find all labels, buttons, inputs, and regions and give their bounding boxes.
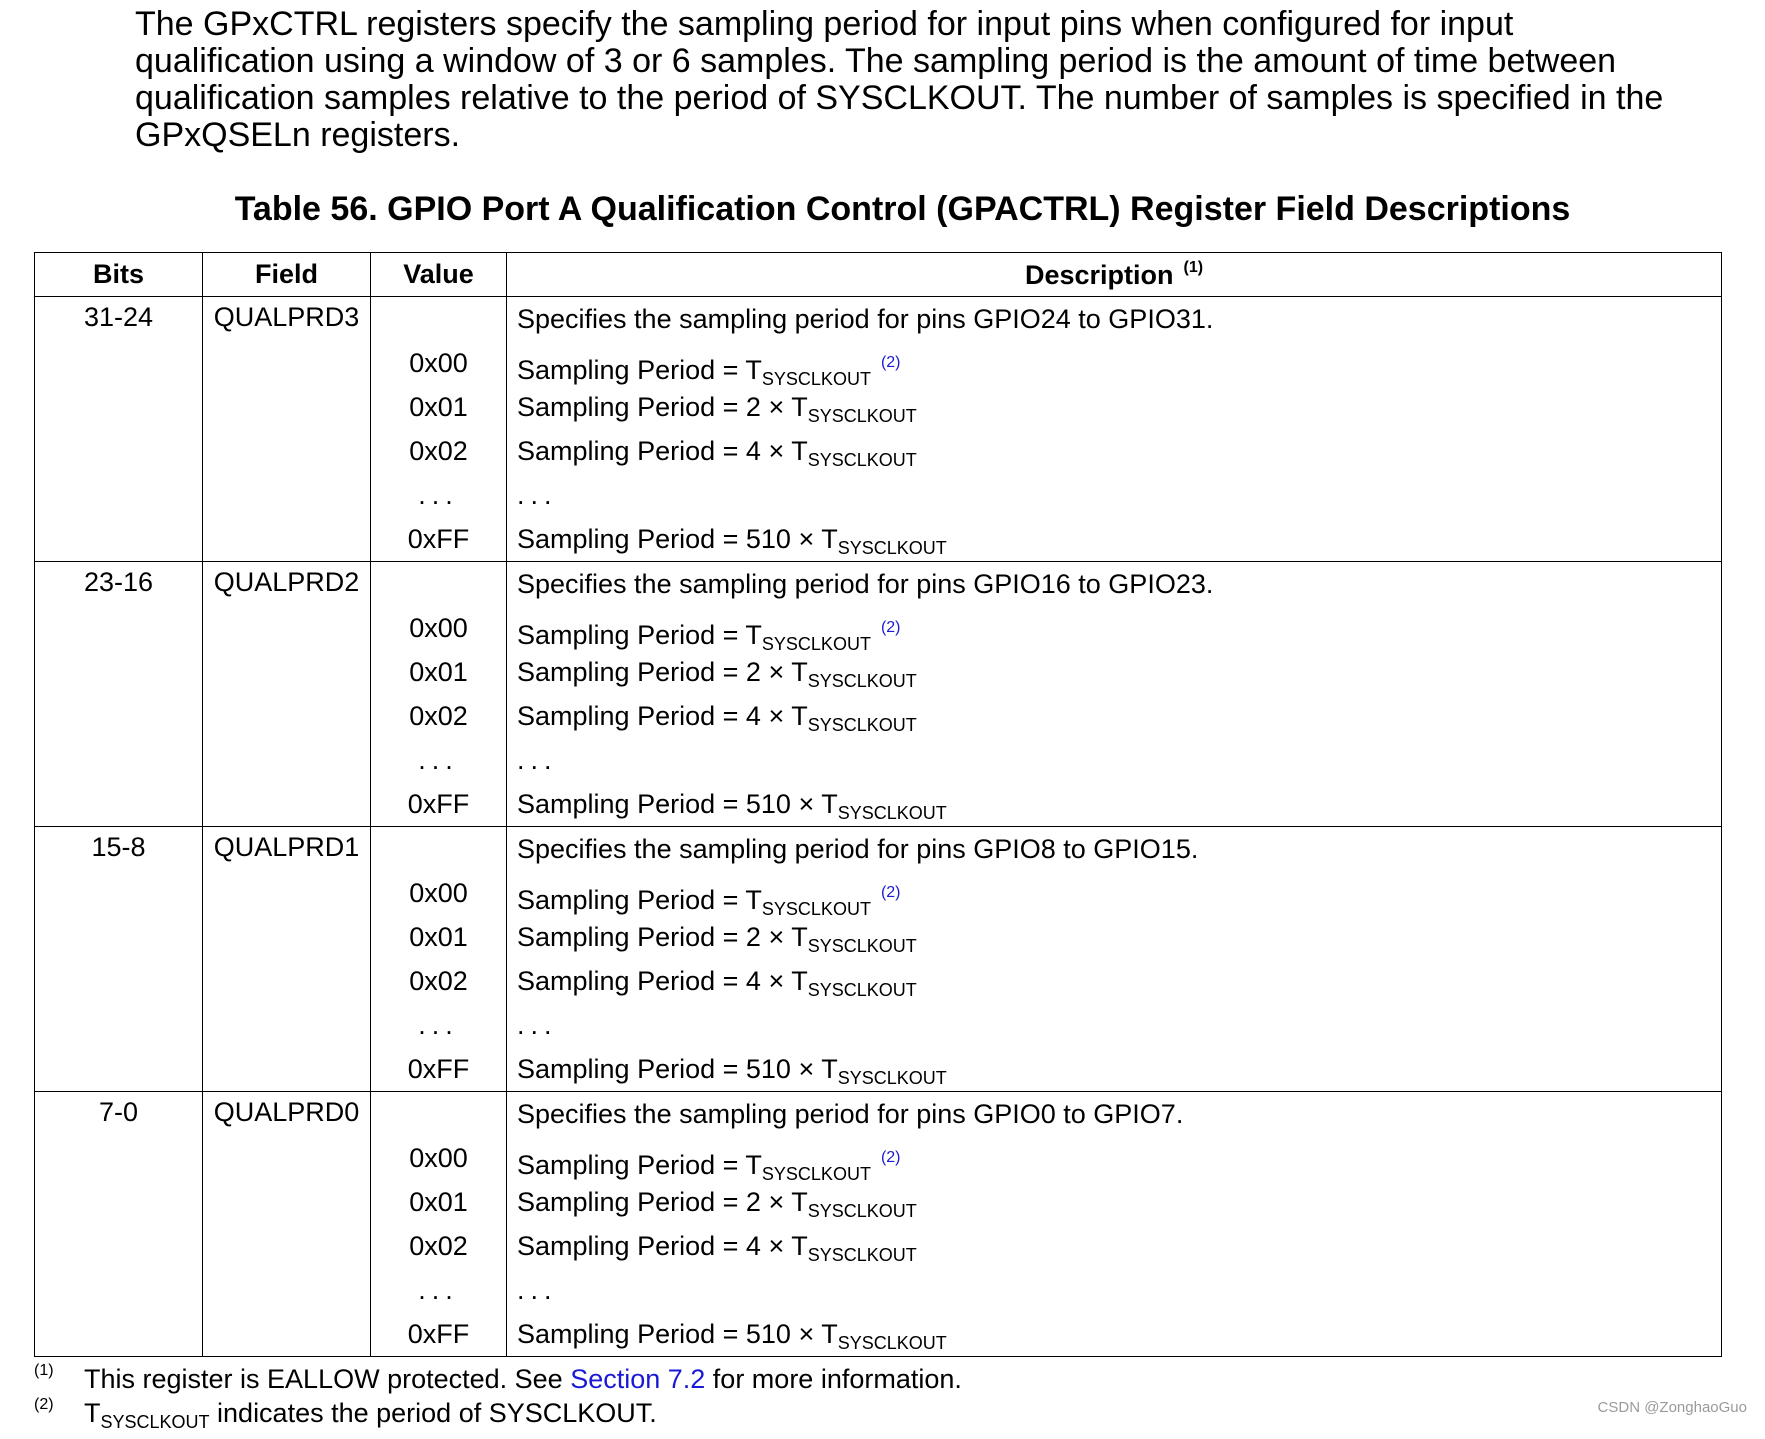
sampling-period-line (517, 1180, 1721, 1224)
sampling-period-line (517, 606, 1721, 654)
sampling-period-prefix: Sampling Period = (517, 701, 746, 731)
field-summary: Specifies the sampling period for pins GPIO0 to GPIO7. (517, 1099, 1184, 1129)
t-symbol: T (791, 392, 808, 422)
t-symbol: T (821, 789, 838, 819)
header-description (507, 253, 1722, 297)
footnote-2 (34, 1396, 1434, 1430)
field-summary: Specifies the sampling period for pins GPIO8 to GPIO15. (517, 834, 1199, 864)
value-code: 0x00 (409, 348, 468, 378)
value-code: ... (418, 1010, 459, 1040)
header-description-label: Description (1024, 259, 1174, 290)
t-subscript: SYSCLKOUT (837, 538, 947, 558)
header-bits: Bits (35, 253, 203, 297)
sampling-period-prefix: Sampling Period = (517, 1231, 746, 1261)
description-cell (507, 297, 1722, 562)
footnote-2-ref[interactable]: (2) (880, 884, 901, 901)
description-cell (507, 1092, 1722, 1357)
multiply-sign: × (768, 1187, 785, 1217)
t-symbol: T (791, 701, 808, 731)
sampling-period-prefix: Sampling Period = (517, 966, 746, 996)
footnote-1-text-after: for more information. (705, 1364, 962, 1394)
multiplier: 510 (745, 1054, 791, 1084)
sampling-period-line (517, 385, 1721, 429)
t-symbol: T (791, 436, 808, 466)
sampling-period-line (517, 341, 1721, 389)
footnote-2-text: indicates the period of SYSCLKOUT. (209, 1398, 657, 1428)
value-code: 0xFF (407, 789, 470, 819)
field-cell: QUALPRD2 (203, 562, 371, 827)
sampling-period-prefix: Sampling Period = (517, 355, 746, 385)
sampling-period-line (517, 871, 1721, 919)
table-row (35, 827, 1722, 1092)
sampling-period-prefix: Sampling Period = (517, 436, 746, 466)
sampling-period-line (517, 517, 1721, 561)
multiplier: 4 (745, 701, 761, 731)
value-code: 0x00 (409, 878, 468, 908)
t-subscript: SYSCLKOUT (837, 1333, 947, 1353)
t-symbol: T (745, 355, 762, 385)
sampling-period-prefix: Sampling Period = (517, 392, 746, 422)
value-code: 0x02 (409, 701, 468, 731)
t-subscript: SYSCLKOUT (761, 899, 871, 919)
sampling-period-line (517, 429, 1721, 473)
value-code: 0xFF (407, 1054, 470, 1084)
table-header-row (35, 253, 1722, 297)
value-code: 0x02 (409, 966, 468, 996)
t-symbol: T (791, 922, 808, 952)
sampling-period-line (517, 650, 1721, 694)
footnote-2-t-symbol: T (84, 1398, 101, 1428)
t-symbol: T (745, 620, 762, 650)
multiply-sign: × (768, 922, 785, 952)
value-code: 0x00 (409, 1143, 468, 1173)
value-code: 0x01 (409, 1187, 468, 1217)
sampling-period-line (517, 1224, 1721, 1268)
footnote-2-ref[interactable]: (2) (880, 1149, 901, 1166)
footnote-2-mark: (2) (34, 1396, 54, 1413)
value-line-blank (371, 1092, 506, 1136)
footnote-1-ref[interactable]: (1) (1183, 258, 1204, 276)
t-subscript: SYSCLKOUT (807, 1201, 917, 1221)
sampling-period-prefix: Sampling Period = (517, 922, 746, 952)
t-symbol: T (791, 966, 808, 996)
value-code: ... (418, 480, 459, 510)
ellipsis-line: ... (517, 745, 558, 775)
field-cell: QUALPRD3 (203, 297, 371, 562)
multiplier: 510 (745, 524, 791, 554)
multiplier: 2 (745, 922, 761, 952)
sampling-period-prefix: Sampling Period = (517, 524, 746, 554)
t-subscript: SYSCLKOUT (807, 406, 917, 426)
multiplier: 510 (745, 789, 791, 819)
ellipsis-line: ... (517, 1010, 558, 1040)
sampling-period-prefix: Sampling Period = (517, 1187, 746, 1217)
multiply-sign: × (798, 789, 815, 819)
sampling-period-line (517, 959, 1721, 1003)
t-symbol: T (791, 1187, 808, 1217)
sampling-period-prefix: Sampling Period = (517, 620, 746, 650)
footnote-2-ref[interactable]: (2) (880, 354, 901, 371)
footnote-1-text-before: This register is EALLOW protected. See (84, 1364, 571, 1394)
t-subscript: SYSCLKOUT (807, 671, 917, 691)
multiply-sign: × (768, 1231, 785, 1261)
header-field: Field (203, 253, 371, 297)
t-symbol: T (745, 885, 762, 915)
sampling-period-prefix: Sampling Period = (517, 1150, 746, 1180)
watermark: CSDN @ZonghaoGuo (1597, 1399, 1747, 1416)
field-cell: QUALPRD1 (203, 827, 371, 1092)
t-symbol: T (821, 1319, 838, 1349)
multiply-sign: × (768, 701, 785, 731)
multiplier: 510 (745, 1319, 791, 1349)
value-cell (371, 827, 507, 1092)
footnote-1-mark: (1) (34, 1362, 54, 1379)
table-caption: Table 56. GPIO Port A Qualification Control (GPACTRL) Register Field Descriptions (234, 190, 1571, 228)
bits-cell: 7-0 (35, 1092, 203, 1357)
field-cell: QUALPRD0 (203, 1092, 371, 1357)
value-code: ... (418, 745, 459, 775)
footnote-2-t-subscript: SYSCLKOUT (100, 1412, 210, 1432)
header-value: Value (371, 253, 507, 297)
value-code: 0xFF (407, 524, 470, 554)
value-code: 0x02 (409, 436, 468, 466)
multiplier: 4 (745, 966, 761, 996)
bits-cell: 23-16 (35, 562, 203, 827)
table-row (35, 562, 1722, 827)
sampling-period-prefix: Sampling Period = (517, 789, 746, 819)
multiplier: 4 (745, 1231, 761, 1261)
t-subscript: SYSCLKOUT (837, 803, 947, 823)
value-line-blank (371, 562, 506, 606)
t-symbol: T (821, 524, 838, 554)
t-symbol: T (745, 1150, 762, 1180)
sampling-period-line (517, 1136, 1721, 1184)
value-cell (371, 297, 507, 562)
t-subscript: SYSCLKOUT (761, 634, 871, 654)
t-subscript: SYSCLKOUT (807, 936, 917, 956)
sampling-period-prefix: Sampling Period = (517, 1319, 746, 1349)
field-summary: Specifies the sampling period for pins GPIO16 to GPIO23. (517, 569, 1214, 599)
value-code: 0x01 (409, 657, 468, 687)
value-code: 0x01 (409, 392, 468, 422)
multiply-sign: × (768, 657, 785, 687)
description-cell (507, 827, 1722, 1092)
multiply-sign: × (798, 524, 815, 554)
ellipsis-line: ... (517, 480, 558, 510)
sampling-period-prefix: Sampling Period = (517, 1054, 746, 1084)
t-subscript: SYSCLKOUT (807, 450, 917, 470)
t-symbol: T (791, 657, 808, 687)
table-row (35, 297, 1722, 562)
value-code: ... (418, 1275, 459, 1305)
multiply-sign: × (768, 392, 785, 422)
t-subscript: SYSCLKOUT (837, 1068, 947, 1088)
bits-cell: 31-24 (35, 297, 203, 562)
t-subscript: SYSCLKOUT (761, 369, 871, 389)
footnote-1 (34, 1362, 1434, 1396)
sampling-period-line (517, 1312, 1721, 1356)
value-code: 0xFF (407, 1319, 470, 1349)
sampling-period-line (517, 694, 1721, 738)
intro-paragraph: The GPxCTRL registers specify the sampling period for input pins when configured for input qualification using a window of 3 or 6 samples. The sampling period is the amount of time between qualification samples relative to the period of SYSCLKOUT. The number of samples is specified in the GPxQSELn registers. (135, 5, 1664, 154)
sampling-period-line (517, 782, 1721, 826)
bits-cell: 15-8 (35, 827, 203, 1092)
multiply-sign: × (798, 1319, 815, 1349)
multiplier: 2 (745, 1187, 761, 1217)
t-subscript: SYSCLKOUT (807, 1245, 917, 1265)
footnote-2-ref[interactable]: (2) (880, 619, 901, 636)
sampling-period-prefix: Sampling Period = (517, 657, 746, 687)
multiplier: 2 (745, 392, 761, 422)
field-summary: Specifies the sampling period for pins GPIO24 to GPIO31. (517, 304, 1214, 334)
multiply-sign: × (768, 966, 785, 996)
multiplier: 2 (745, 657, 761, 687)
section-7-2-link[interactable]: Section 7.2 (570, 1364, 706, 1394)
footnotes (34, 1362, 1434, 1430)
value-code: 0x00 (409, 613, 468, 643)
t-subscript: SYSCLKOUT (807, 980, 917, 1000)
value-line-blank (371, 827, 506, 871)
sampling-period-prefix: Sampling Period = (517, 885, 746, 915)
multiply-sign: × (768, 436, 785, 466)
multiplier: 4 (745, 436, 761, 466)
sampling-period-line (517, 915, 1721, 959)
register-field-table (34, 252, 1722, 1357)
sampling-period-line (517, 1047, 1721, 1091)
value-line-blank (371, 297, 506, 341)
value-cell (371, 562, 507, 827)
value-cell (371, 1092, 507, 1357)
t-subscript: SYSCLKOUT (807, 715, 917, 735)
multiply-sign: × (798, 1054, 815, 1084)
t-symbol: T (821, 1054, 838, 1084)
t-subscript: SYSCLKOUT (761, 1164, 871, 1184)
ellipsis-line: ... (517, 1275, 558, 1305)
table-row (35, 1092, 1722, 1357)
description-cell (507, 562, 1722, 827)
value-code: 0x02 (409, 1231, 468, 1261)
value-code: 0x01 (409, 922, 468, 952)
t-symbol: T (791, 1231, 808, 1261)
